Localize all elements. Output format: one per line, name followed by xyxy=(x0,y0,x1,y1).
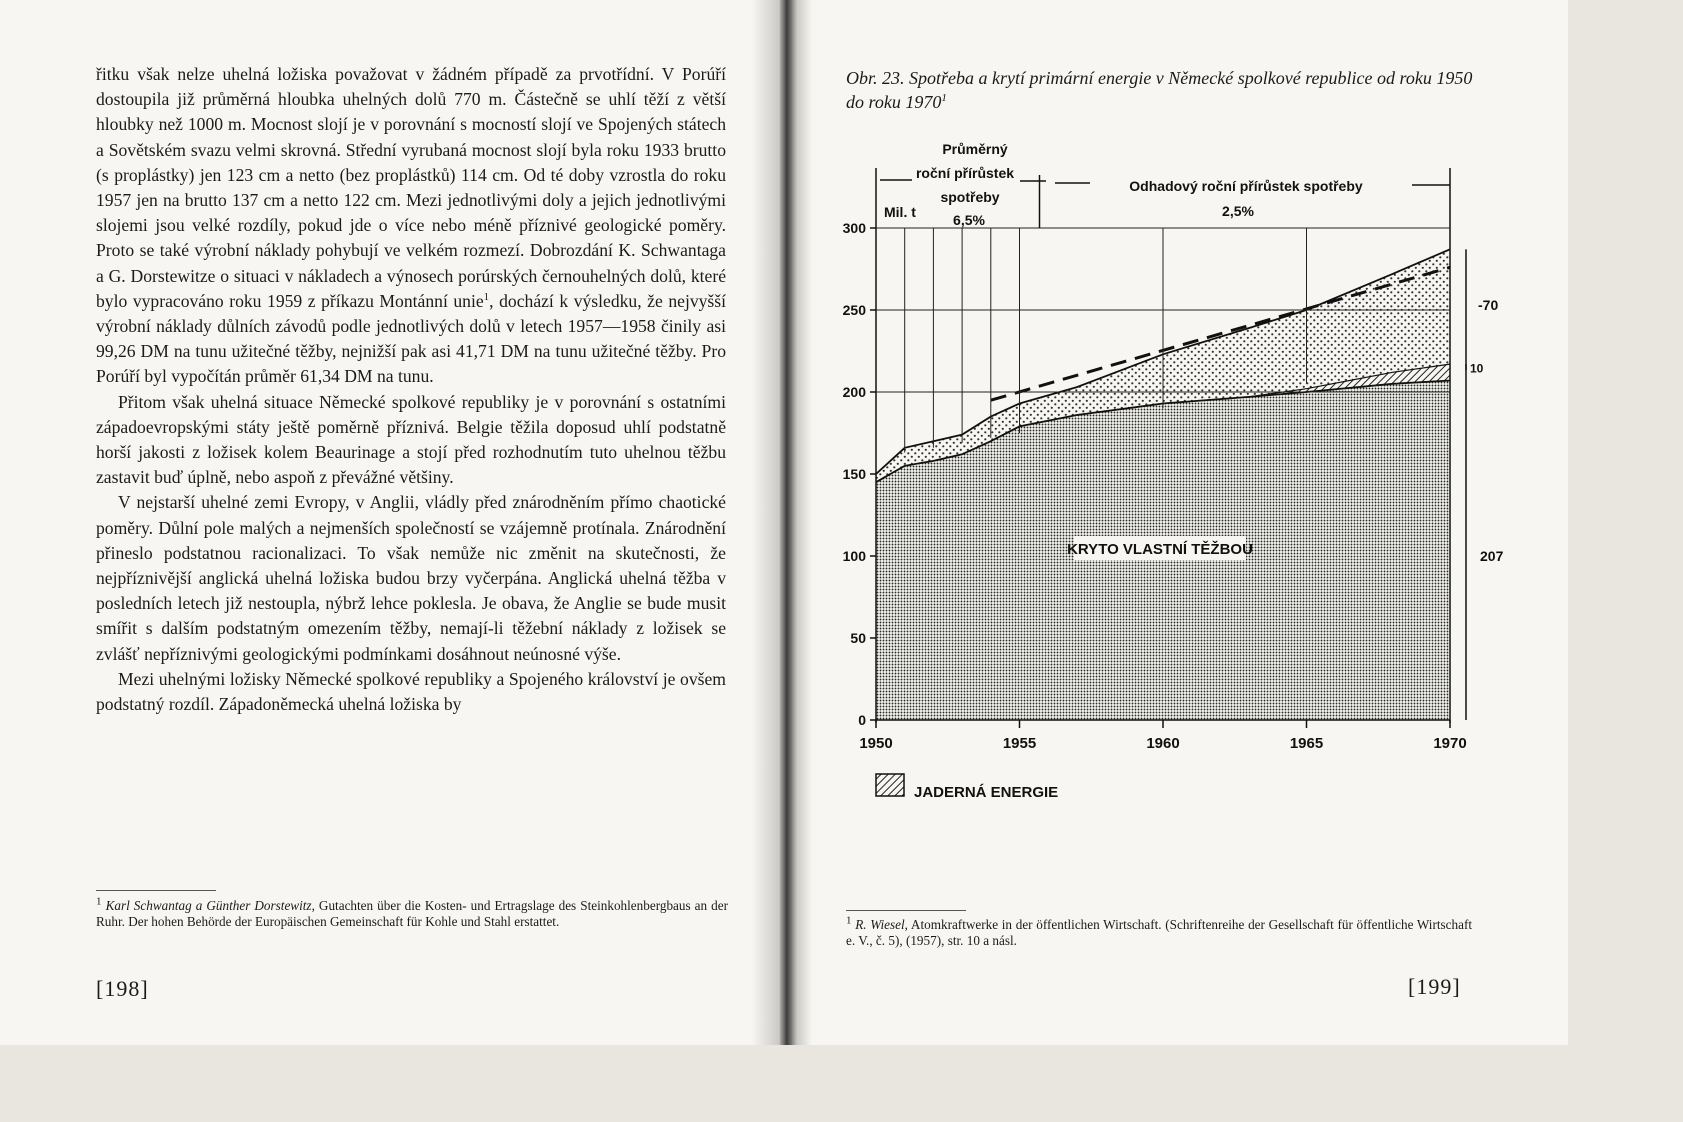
x-tick-label: 1970 xyxy=(1433,735,1467,752)
legend-label-nuclear: JADERNÁ ENERGIE xyxy=(914,784,1059,801)
period-label-1: roční přírůstek xyxy=(915,165,1015,181)
footnote-text-right: , Atomkraftwerke in der öffentlichen Wirtschaft. (Schriftenreihe der Gesellschaft für öffentliche Wirtschaft e. V., č. 5), (1957), str. 10 a násl. xyxy=(846,917,1472,948)
annotation-10: 10 xyxy=(1470,361,1484,376)
footnote-authors: Karl Schwantag a Günther Dorstewitz xyxy=(105,898,312,913)
page-number-left: [198] xyxy=(96,976,149,1001)
x-tick-label: 1955 xyxy=(1002,735,1037,752)
unit-label: Mil. t xyxy=(884,204,916,220)
page-number-right: [199] xyxy=(1408,974,1461,999)
inside-label: KRYTO VLASTNÍ TĚŽBOU xyxy=(1067,541,1253,558)
y-tick-label: 150 xyxy=(842,466,866,482)
x-tick-label: 1960 xyxy=(1146,735,1180,752)
footnote-ref-mark: 1 xyxy=(483,290,490,303)
period-label-1: spotřeby xyxy=(940,189,1000,205)
paragraph-3: V nejstarší uhelné zemi Evropy, v Anglii, vládly před znárodněním přímo chaotické poměry. Důlní pole malých a nejmenších společností se vzájemně protínala. Znárodnění přineslo podstatnou racionalizaci. To však nemůže nic změnit na skutečnosti, že nejpříznivější anglická uhelná ložiska budou brzy vyčerpána. Anglická uhelná těžba v posledních letech již nestoupla, nýbrž lehce poklesla. Je obava, že Anglie se bude musit smířit s dalším podstatným omezením těžby, nemají-li těžební náklady z ložisek se zvlášť nepříznivými geologickými podmínkami dosáhnout neúnosné výše. xyxy=(96,492,726,664)
chart-plot xyxy=(843,141,1504,801)
y-tick-label: 250 xyxy=(842,302,866,318)
left-footnote: $^1$ Karl Schwantag a Günther Dorstewitz, Gutachten über die Kosten- und Ertragslage des Steinkohlenbergbaus an der Ruhr. Der hohen Behörde der Europäischen Gemeinschaft für Kohle und Stahl erstattet. xyxy=(96,895,729,929)
legend-swatch-nuclear xyxy=(876,774,904,796)
x-tick-label: 1950 xyxy=(859,735,893,752)
paragraph-2: Přitom však uhelná situace Německé spolkové republiky je v porovnání s ostatními západoevropskými státy ještě poměrně příznivá. Belgie těžila doposud uhlí podstatně horší jakosti z ložisek kolem Beaurinage a stojí před rozhodnutím tuto uhelnou těžbu zastavit buď úplně, nebo aspoň z převážné většiny. xyxy=(96,391,726,488)
y-tick-label: 100 xyxy=(842,548,866,564)
paragraph-1: řitku však nelze uhelná ložiska považovat v žádném případě za prvotřídní. V Porúří dostoupila již průměrná hloubka uhelných dolů 770 m. Částečně se uhlí těží z větší hloubky než 1000 m. Mocnost slojí je v porovnání s mocností slojí ve Spojených státech a Sovětském svazu velmi skrovná. Střední vyrubaná mocnost slojí byla roku 1933 brutto (s proplástky) jen 123 cm a netto (bez proplástků) 114 cm. Od té doby vzrostla do roku 1957 jen na brutto 137 cm a netto 122 cm. Mezi jednotlivými doly a jejich jednotlivými slojemi jsou velké rozdíly, pokud jde o více nebo méně příznivé geologické poměry. Proto se také výrobní náklady pohybují ve velkém rozmezí. Dobrozdání K. Schwantaga a G. Dorstewitze o situaci v nákladech a výnosech porúrských černouhelných dolů, které bylo vypracováno roku 1959 z příkazu Montánní unie$^1$, dochází k výsledku, že nejvyšší výrobní náklady důlních závodů podle jednotlivých dolů v letech 1957—1958 činily asi 99,26 DM na tunu užitečné těžby, nejnižší pak asi 41,71 DM na tunu užitečné těžby. Pro Porúří byl vypočítán průměr 61,34 DM na tunu. xyxy=(96,64,727,387)
footnote-rule-right xyxy=(846,910,966,911)
paragraph-4: Mezi uhelnými ložisky Německé spolkové republiky a Spojeného království je ovšem podstatný rozdíl. Západoněmecká uhelná ložiska by xyxy=(96,668,726,715)
period-label-2: Odhadový roční přírůstek spotřeby xyxy=(1129,178,1363,194)
annotation-70: -70 xyxy=(1478,297,1499,313)
footnote-author: R. Wiesel xyxy=(855,917,905,932)
right-footnote: $^1$ R. Wiesel, Atomkraftwerke in der öffentlichen Wirtschaft. (Schriftenreihe der Gesellschaft für öffentliche Wirtschaft e. V., č. 5), (1957), str. 10 a násl. xyxy=(846,914,1472,948)
period-label-1: 6,5% xyxy=(953,212,985,228)
period-label-2: 2,5% xyxy=(1222,203,1254,219)
y-tick-label: 50 xyxy=(850,630,866,646)
footnote-text: , Gutachten über die Kosten- und Ertragslage des Steinkohlenbergbaus an der Ruhr. Der hohen Behörde der Europäischen Gemeinschaft für Kohle und Stahl erstattet. xyxy=(96,898,729,929)
y-tick-label: 0 xyxy=(858,712,866,728)
figure-caption: Obr. 23. Spotřeba a krytí primární energie v Německé spolkové republice od roku 1950 do roku 1970$^1$ xyxy=(846,68,1473,112)
y-tick-label: 300 xyxy=(842,220,866,236)
y-tick-label: 200 xyxy=(842,384,866,400)
annotation-207: 207 xyxy=(1480,548,1504,564)
x-tick-label: 1965 xyxy=(1289,735,1324,752)
period-label-1: Průměrný xyxy=(942,141,1008,157)
